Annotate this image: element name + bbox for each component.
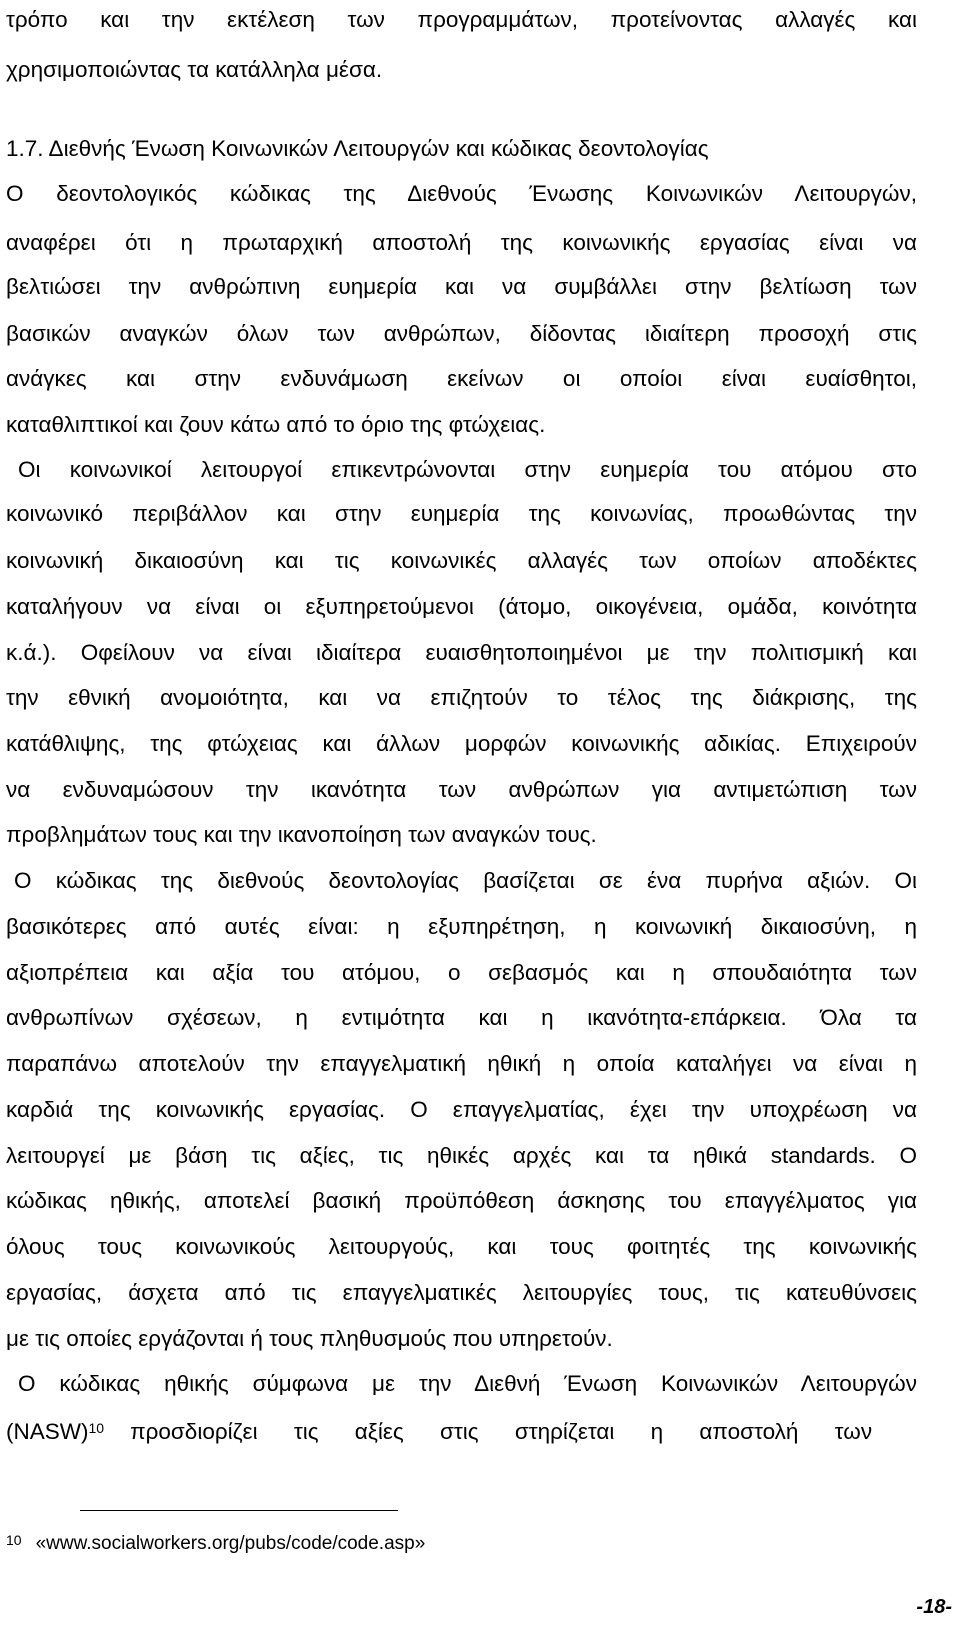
text-line: βελτιώσει την ανθρώπινη ευημερία και να συμβάλλει στην βελτίωση των — [6, 274, 917, 299]
text-line: ανάγκες και στην ενδυνάμωση εκείνων οι οποίοι είναι ευαίσθητοι, — [6, 366, 917, 391]
text-line: να ενδυναμώσουν την ικανότητα των ανθρώπων για αντιμετώπιση των — [6, 777, 917, 802]
text-line: βασικότερες από αυτές είναι: η εξυπηρέτηση, η κοινωνική δικαιοσύνη, η — [6, 914, 917, 939]
text-line: όλους τους κοινωνικούς λειτουργούς, και τους φοιτητές της κοινωνικής — [6, 1234, 917, 1259]
text-line: Ο κώδικας ηθικής σύμφωνα με την Διεθνή Ένωση Κοινωνικών Λειτουργών — [18, 1371, 917, 1396]
text-line: προβλημάτων τους και την ικανοποίηση των αναγκών τους. — [6, 822, 597, 847]
text-line: κώδικας ηθικής, αποτελεί βασική προϋπόθεση άσκησης του επαγγέλματος για — [6, 1188, 917, 1213]
text-line: ανθρωπίνων σχέσεων, η εντιμότητα και η ικανότητα-επάρκεια. Όλα τα — [6, 1005, 917, 1030]
text-line: κ.ά.). Οφείλουν να είναι ιδιαίτερα ευαισθητοποιημένοι με την πολιτισμική και — [6, 640, 917, 665]
text-line: κοινωνική δικαιοσύνη και τις κοινωνικές αλλαγές των οποίων αποδέκτες — [6, 548, 917, 573]
text-line-with-footnote-ref — [6, 1417, 917, 1447]
page-number: -18- — [916, 1596, 952, 1618]
text-line: βασικών αναγκών όλων των ανθρώπων, δίδοντας ιδιαίτερη προσοχή στις — [6, 321, 917, 346]
text-line: καρδιά της κοινωνικής εργασίας. Ο επαγγελματίας, έχει την υποχρέωση να — [6, 1097, 917, 1122]
text-line: αναφέρει ότι η πρωταρχική αποστολή της κοινωνικής εργασίας είναι να — [6, 230, 917, 255]
text-line: εργασίας, άσχετα από τις επαγγελματικές λειτουργίες τους, τις κατευθύνσεις — [6, 1280, 917, 1305]
text-line: την εθνική ανομοιότητα, και να επιζητούν το τέλος της διάκρισης, της — [6, 685, 917, 710]
text-line: Ο δεοντολογικός κώδικας της Διεθνούς Ένωσης Κοινωνικών Λειτουργών, — [6, 181, 917, 206]
text-line-rest: προσδιορίζει τις αξίες στις στηρίζεται η αποστολή των — [130, 1419, 873, 1444]
text-line: καταλήγουν να είναι οι εξυπηρετούμενοι (άτομο, οικογένεια, ομάδα, κοινότητα — [6, 594, 917, 619]
footnote-text: «www.socialworkers.org/pubs/code/code.asp» — [35, 1533, 426, 1554]
footnote-number: 10 — [6, 1532, 22, 1548]
text-line: τρόπο και την εκτέλεση των προγραμμάτων, προτείνοντας αλλαγές και — [6, 7, 917, 32]
text-line: κοινωνικό περιβάλλον και στην ευημερία της κοινωνίας, προωθώντας την — [6, 501, 917, 526]
nasw-abbrev: (NASW) — [6, 1419, 89, 1444]
text-line: χρησιμοποιώντας τα κατάλληλα μέσα. — [6, 57, 383, 82]
text-line: λειτουργεί με βάση τις αξίες, τις ηθικές αρχές και τα ηθικά standards. Ο — [6, 1143, 917, 1168]
text-line: κατάθλιψης, της φτώχειας και άλλων μορφών κοινωνικής αδικίας. Επιχειρούν — [6, 731, 917, 756]
text-line: αξιοπρέπεια και αξία του ατόμου, ο σεβασμός και η σπουδαιότητα των — [6, 960, 917, 985]
footnote-ref: 10 — [88, 1420, 105, 1436]
text-line: Οι κοινωνικοί λειτουργοί επικεντρώνονται στην ευημερία του ατόμου στο — [18, 457, 917, 482]
footnote — [6, 1532, 425, 1556]
text-line: παραπάνω αποτελούν την επαγγελματική ηθική η οποία καταλήγει να είναι η — [6, 1051, 917, 1076]
text-line: καταθλιπτικοί και ζουν κάτω από το όριο της φτώχειας. — [6, 412, 546, 437]
footnote-separator — [80, 1510, 398, 1511]
section-heading: 1.7. Διεθνής Ένωση Κοινωνικών Λειτουργών και κώδικας δεοντολογίας — [6, 136, 709, 161]
text-line: με τις οποίες εργάζονται ή τους πληθυσμούς που υπηρετούν. — [6, 1326, 613, 1351]
text-line: Ο κώδικας της διεθνούς δεοντολογίας βασίζεται σε ένα πυρήνα αξιών. Οι — [14, 868, 917, 893]
